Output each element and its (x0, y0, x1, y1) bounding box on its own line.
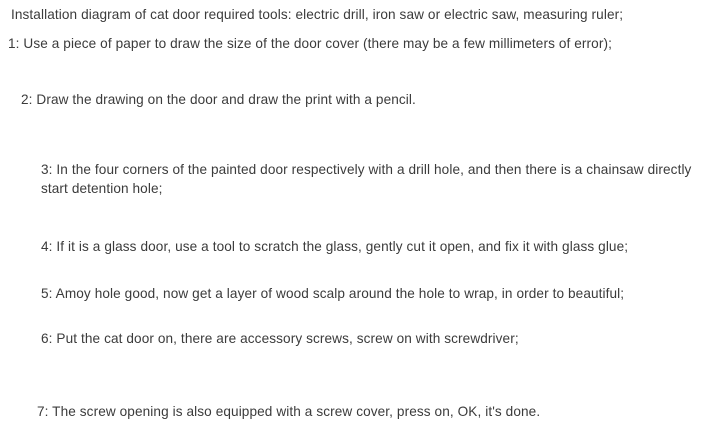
step-7-text: 7: The screw opening is also equipped with a screw cover, press on, OK, it's done. (37, 404, 541, 419)
step-1-text: 1: Use a piece of paper to draw the size of the door cover (there may be a few millimeters of error); (8, 36, 612, 51)
step-5-text: 5: Amoy hole good, now get a layer of wood scalp around the hole to wrap, in order to beautiful; (41, 286, 625, 301)
step-3-text: 3: In the four corners of the painted door respectively with a drill hole, and then there is a chainsaw directly start detention hole; (41, 162, 692, 196)
step-6-text: 6: Put the cat door on, there are accessory screws, screw on with screwdriver; (41, 331, 519, 346)
step-2-text: 2: Draw the drawing on the door and draw the print with a pencil. (21, 92, 416, 107)
intro-text: Installation diagram of cat door required tools: electric drill, iron saw or electric saw, measuring ruler; (11, 7, 624, 22)
step-4-text: 4: If it is a glass door, use a tool to scratch the glass, gently cut it open, and fix it with glass glue; (41, 239, 629, 254)
